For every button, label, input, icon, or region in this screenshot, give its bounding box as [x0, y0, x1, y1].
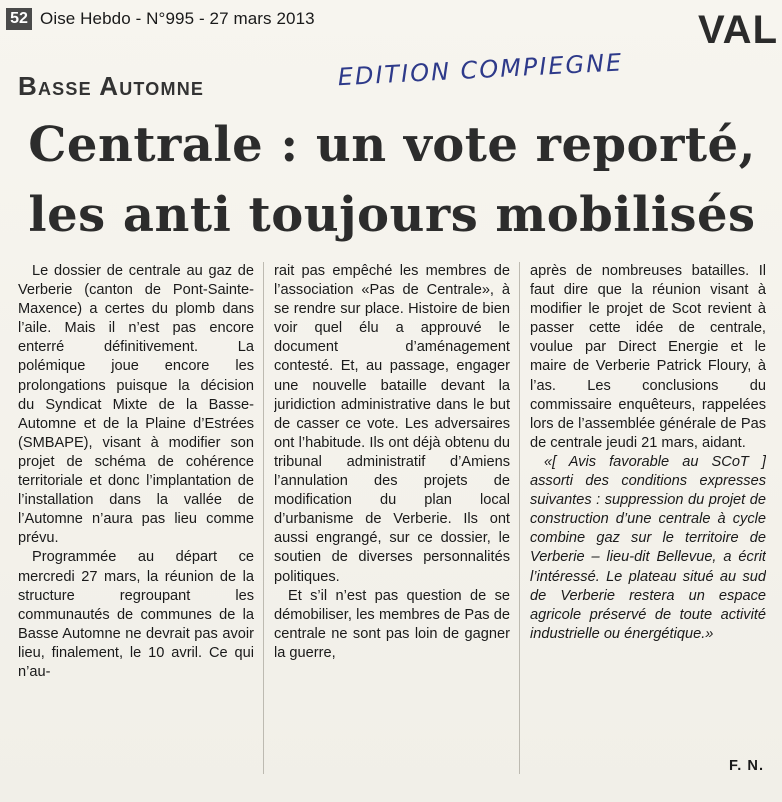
article-headline [12, 110, 772, 250]
paragraph: après de nombreuses batailles. Il faut dire que la réunion visant à modifier le projet de Scot revient à passer cette idée de centrale, voulue par Direct Energie et le maire de Verberie Patrick Floury, à l’as. Les conclusions du commissaire enquêteurs, rappelées lors de l’assemblée générale de Pas de centrale jeudi 21 mars, aidant. [530, 263, 766, 451]
article-rubric: Basse Automne [18, 71, 205, 101]
paragraph: rait pas empêché les membres de l’association «Pas de Centrale», à se rendre sur place. Histoire de bien voir quel élu a approuvé le document d’aménagement contesté. Et, au passage, engager une nouvelle bataille devant la juridiction administrative dans le but de casser ce vote. Les adversaires ont l’habitude. Ils ont déjà obtenu du tribunal administratif d’Amiens l’annulation des projets de modification du plan local d’urbanisme de Verberie. Ils ont aussi engrangé, sur ce dossier, le soutien de diverses personnalités politiques. [274, 263, 510, 585]
paragraph: Et s’il n’est pas question de se démobiliser, les membres de Pas de centrale ne sont pas loin de gagner la guerre, [274, 587, 510, 661]
section-tag: VAL [697, 8, 778, 52]
paragraph: Le dossier de centrale au gaz de Verberie (canton de Pont-Sainte-Maxence) a certes du plomb dans l’aile. Mais il n’est pas encore enterré définitivement. La polémique joue encore les prolongations puisque la décision du Syndicat Mixte de la Basse-Automne et de la Plaine d’Estrées (SMBAPE), visant à modifier son projet de schéma de cohérence territoriale et donc l’implantation de l’installation dans la vallée de l’Automne n’aura pas lieu comme prévu. [18, 263, 254, 547]
headline-line-1: Centrale : un vote reporté, [28, 117, 756, 173]
publication-info: Oise Hebdo - N°995 - 27 mars 2013 [40, 9, 315, 28]
handwritten-note: EDITION COMPIEGNE [337, 48, 624, 92]
article-column-1 [18, 262, 254, 762]
article-column-2 [274, 262, 510, 762]
page-number: 52 [6, 8, 32, 30]
author-byline: F. N. [729, 758, 764, 774]
article-body [18, 262, 770, 762]
quoted-paragraph: «[ Avis favorable au SCoT ] assorti des conditions expresses suivantes : suppression du projet de construction d’une centrale à cycle combine gaz sur le territoire de Verberie – lieu-dit Bellevue, a écrit l’intéressé. Le plateau situé au sud de Verberie restera un espace agricole préservé de toute activité industrielle ou énergétique.» [530, 453, 766, 642]
paragraph: Programmée au départ ce mercredi 27 mars, la réunion de la structure regroupant les communautés de communes de la Basse Automne ne devrait pas avoir lieu, finalement, le 10 avril. Ce qui n’au- [18, 549, 254, 680]
article-column-3 [530, 262, 766, 762]
headline-line-2: les anti toujours mobilisés [28, 187, 756, 243]
